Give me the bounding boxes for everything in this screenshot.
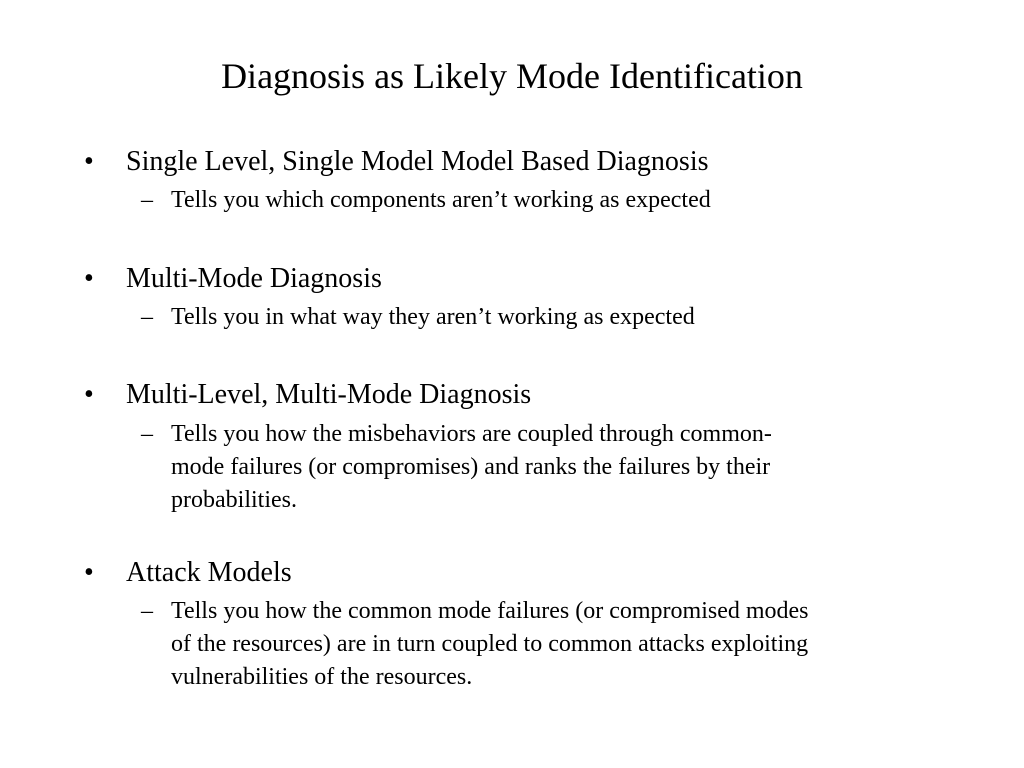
sub-bullet-line: probabilities. bbox=[171, 487, 297, 513]
sub-bullet-text bbox=[171, 418, 951, 517]
bullet-heading: Single Level, Single Model Model Based Diagnosis bbox=[126, 146, 709, 177]
sub-bullet-text bbox=[171, 184, 951, 217]
bullet-marker: • bbox=[84, 557, 94, 588]
bullet-heading: Multi-Mode Diagnosis bbox=[126, 263, 382, 294]
dash-marker: – bbox=[141, 598, 153, 624]
dash-marker: – bbox=[141, 421, 153, 447]
bullet-marker: • bbox=[84, 379, 94, 410]
sub-bullet-line: Tells you which components aren’t working as expected bbox=[171, 187, 711, 213]
bullet-marker: • bbox=[84, 263, 94, 294]
sub-bullet-text bbox=[171, 301, 951, 334]
bullet-marker: • bbox=[84, 146, 94, 177]
bullet-heading: Attack Models bbox=[126, 557, 292, 588]
dash-marker: – bbox=[141, 304, 153, 330]
sub-bullet-line: Tells you how the common mode failures (or compromised modes bbox=[171, 598, 809, 624]
sub-bullet-line: vulnerabilities of the resources. bbox=[171, 664, 473, 690]
sub-bullet-line: Tells you how the misbehaviors are coupled through common- bbox=[171, 421, 772, 447]
slide-title: Diagnosis as Likely Mode Identification bbox=[221, 56, 803, 96]
sub-bullet-line: Tells you in what way they aren’t working as expected bbox=[171, 304, 695, 330]
dash-marker: – bbox=[141, 187, 153, 213]
bullet-heading: Multi-Level, Multi-Mode Diagnosis bbox=[126, 379, 532, 410]
sub-bullet-text bbox=[171, 595, 951, 694]
sub-bullet-line: mode failures (or compromises) and ranks the failures by their bbox=[171, 454, 771, 480]
sub-bullet-line: of the resources) are in turn coupled to common attacks exploiting bbox=[171, 631, 809, 657]
